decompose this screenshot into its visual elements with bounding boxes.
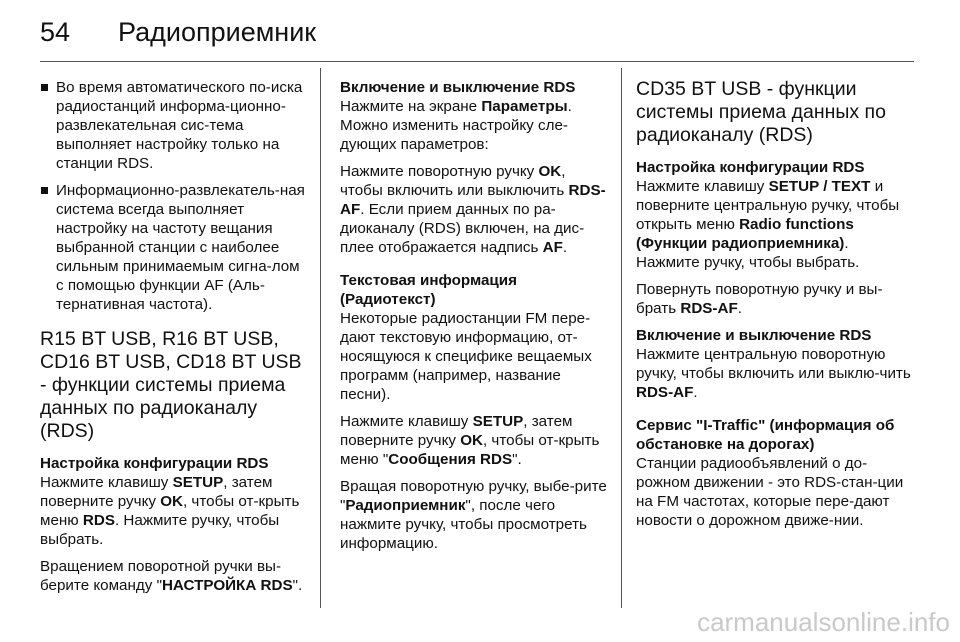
header-rule	[40, 61, 914, 62]
subsection-heading: Включение и выключение RDS	[340, 79, 576, 96]
column-middle	[340, 78, 612, 561]
subsection-heading: Текстовая информация (Радиотекст)	[340, 272, 517, 308]
bullet-item	[40, 181, 308, 314]
subsection-heading: Настройка конфигурации RDS	[636, 159, 865, 176]
paragraph: Нажмите клавишу SETUP, затем поверните ручку OK, чтобы от-крыть меню RDS. Нажмите ручку, чтобы выбрать.	[40, 474, 300, 548]
paragraph: Повернуть поворотную ручку и вы-брать RDS-AF.	[636, 281, 883, 317]
paragraph: Станции радиообъявлений о до-рожном движении - это RDS-стан-ции на FM частотах, которые пере-дают новости о дорожном движе-нии.	[636, 455, 904, 529]
square-bullet-icon	[41, 187, 48, 194]
section-heading: CD35 BT USB - функции системы приема данных по радиоканалу (RDS)	[636, 78, 886, 146]
column-divider-1	[320, 68, 321, 608]
bullet-list	[40, 78, 308, 314]
column-divider-2	[621, 68, 622, 608]
column-left	[40, 78, 308, 603]
paragraph: Нажмите клавишу SETUP, затем поверните ручку OK, чтобы от-крыть меню "Сообщения RDS".	[340, 413, 600, 468]
bullet-text: Во время автоматического по-иска радиостанций информа-ционно-развлекательная сис-тема выполняет настройку только на станции RDS.	[56, 79, 303, 172]
square-bullet-icon	[41, 84, 48, 91]
paragraph: Нажмите клавишу SETUP / TEXT и поверните центральную ручку, чтобы открыть меню Radio functions (Функции радиоприемника). Нажмите ручку, чтобы выбрать.	[636, 178, 900, 271]
subsection-heading: Настройка конфигурации RDS	[40, 455, 269, 472]
paragraph: Нажмите на экране Параметры. Можно изменить настройку сле-дующих параметров:	[340, 98, 572, 153]
paragraph: Вращая поворотную ручку, выбе-рите "Радиоприемник", после чего нажмите ручку, чтобы просмотреть информацию.	[340, 478, 607, 552]
paragraph: Нажмите центральную поворотную ручку, чтобы включить или выклю-чить RDS-AF.	[636, 346, 911, 401]
page-number: 54	[40, 17, 71, 47]
section-heading: R15 BT USB, R16 BT USB, CD16 BT USB, CD18 BT USB - функции системы приема данных по радиоканалу (RDS)	[40, 328, 302, 442]
bullet-item	[40, 78, 308, 173]
paragraph: Некоторые радиостанции FM пере-дают текстовую информацию, от-носящуюся к специфике вещаемых программ (например, название песни).	[340, 310, 592, 403]
column-right	[636, 78, 912, 538]
subsection-heading: Включение и выключение RDS	[636, 327, 872, 344]
watermark: carmanualsonline.info	[697, 607, 950, 637]
page-title: Радиоприемник	[118, 17, 317, 47]
subsection-heading: Сервис "I-Traffic" (информация об обстановке на дорогах)	[636, 417, 895, 453]
paragraph: Вращением поворотной ручки вы-берите команду "НАСТРОЙКА RDS".	[40, 558, 303, 594]
bullet-text: Информационно-развлекатель-ная система всегда выполняет настройку на частоту вещания выбранной станции с наиболее сильным принимаемым сигна-лом с помощью функции AF (Аль-тернативная частота).	[56, 182, 305, 313]
paragraph: Нажмите поворотную ручку OK, чтобы включить или выключить RDS-AF. Если прием данных по ра-диоканалу (RDS) включен, на дис-плее отображается надпись AF.	[340, 163, 606, 256]
